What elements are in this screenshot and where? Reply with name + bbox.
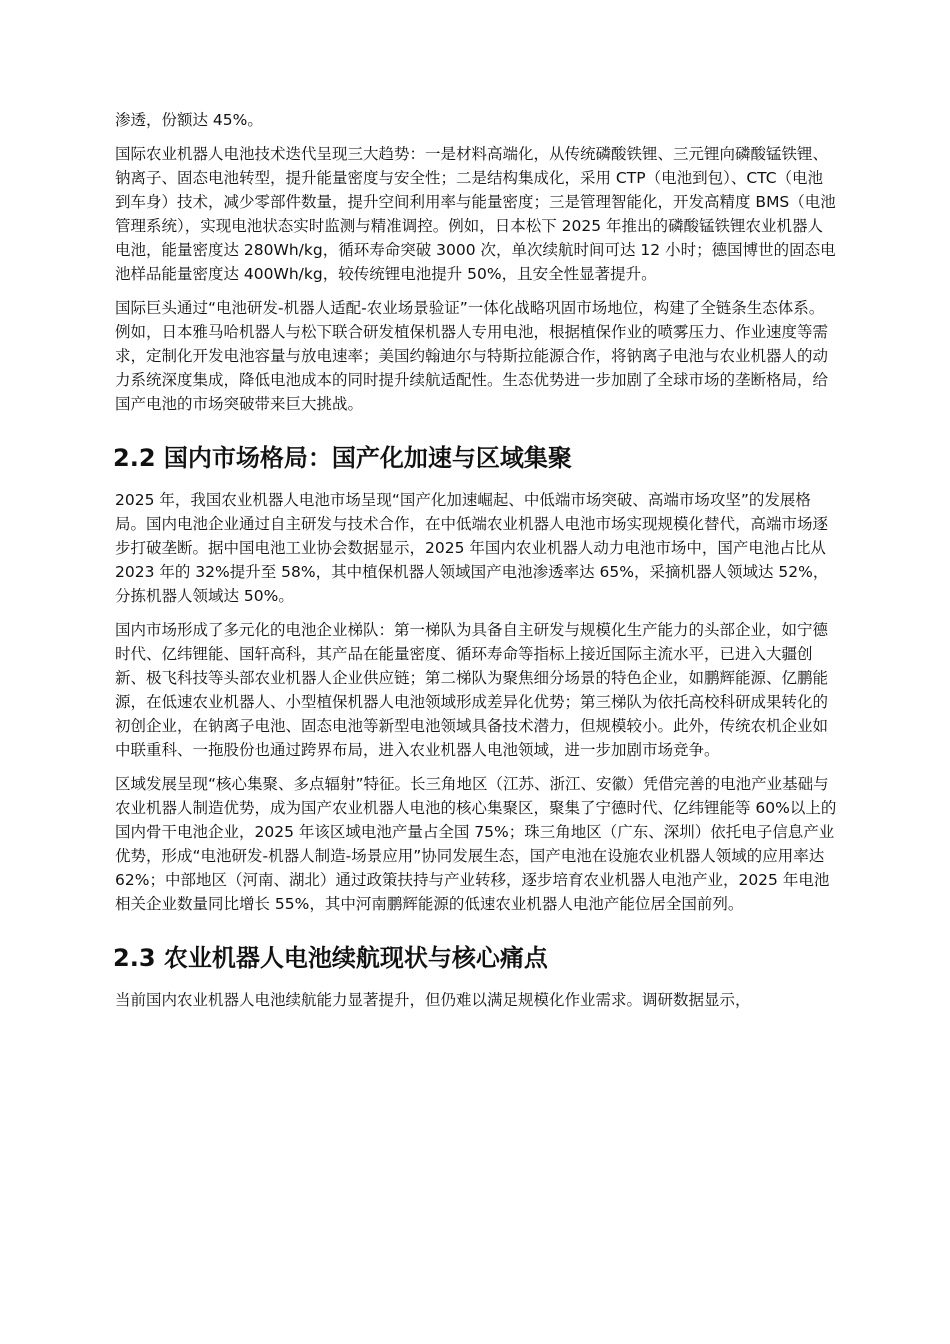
- paragraph: 当前国内农业机器人电池续航能力显著提升，但仍难以满足规模化作业需求。调研数据显示，: [115, 991, 751, 1009]
- paragraph: 国际农业机器人电池技术迭代呈现三大趋势：一是材料高端化，从传统磷酸铁锂、三元锂向磷酸锰铁锂、钠离子、固态电池转型，提升能量密度与安全性；二是结构集成化，采用 CTP（电池到包）、CTC（电池到车身）技术，减少零部件数量，提升空间利用率与能量密度；三是管理智能化，开发高精度 BMS（电池管理系统），实现电池状态实时监测与精准调控。例如，日本松下 2025 年推出的磷酸锰铁锂农业机器人电池，能量密度达 280Wh/kg，循环寿命突破 3000 次，单次续航时间可达 12 小时；德国博世的固态电池样品能量密度达 400Wh/kg，较传统锂电池提升 50%，且安全性显著提升。: [115, 145, 836, 283]
- paragraph: 渗透，份额达 45%。: [115, 111, 263, 129]
- paragraph: 2025 年，我国农业机器人电池市场呈现“国产化加速崛起、中低端市场突破、高端市场攻坚”的发展格局。国内电池企业通过自主研发与技术合作，在中低端农业机器人电池市场实现规模化替代，高端市场逐步打破垄断。据中国电池工业协会数据显示，2025 年国内农业机器人动力电池市场中，国产电池占比从 2023 年的 32%提升至 58%，其中植保机器人领域国产电池渗透率达 65%，采摘机器人领域达 52%，分拣机器人领域达 50%。: [115, 491, 829, 605]
- paragraph: 国内市场形成了多元化的电池企业梯队：第一梯队为具备自主研发与规模化生产能力的头部企业，如宁德时代、亿纬锂能、国轩高科，其产品在能量密度、循环寿命等指标上接近国际主流水平，已进入大疆创新、极飞科技等头部农业机器人企业供应链；第二梯队为聚焦细分场景的特色企业，如鹏辉能源、亿鹏能源，在低速农业机器人、小型植保机器人电池领域形成差异化优势；第三梯队为依托高校科研成果转化的初创企业，在钠离子电池、固态电池等新型电池领域具备技术潜力，但规模较小。此外，传统农机企业如中联重科、一拖股份也通过跨界布局，进入农业机器人电池领域，进一步加剧市场竞争。: [115, 621, 829, 759]
- section-heading-2-2: 2.2 国内市场格局：国产化加速与区域集聚: [113, 444, 572, 472]
- paragraph: 国际巨头通过“电池研发-机器人适配-农业场景验证”一体化战略巩固市场地位，构建了全链条生态体系。例如，日本雅马哈机器人与松下联合研发植保机器人专用电池，根据植保作业的喷雾压力、作业速度等需求，定制化开发电池容量与放电速率；美国约翰迪尔与特斯拉能源合作，将钠离子电池与农业机器人的动力系统深度集成，降低电池成本的同时提升续航适配性。生态优势进一步加剧了全球市场的垄断格局，给国产电池的市场突破带来巨大挑战。: [115, 299, 829, 413]
- section-heading-2-3: 2.3 农业机器人电池续航现状与核心痛点: [113, 944, 548, 972]
- document-page: [115, 108, 837, 1022]
- paragraph: 区域发展呈现“核心集聚、多点辐射”特征。长三角地区（江苏、浙江、安徽）凭借完善的电池产业基础与农业机器人制造优势，成为国产农业机器人电池的核心集聚区，聚集了宁德时代、亿纬锂能等 60%以上的国内骨干电池企业，2025 年该区域电池产量占全国 75%；珠三角地区（广东、深圳）依托电子信息产业优势，形成“电池研发-机器人制造-场景应用”协同发展生态，国产电池在设施农业机器人领域的应用率达 62%；中部地区（河南、湖北）通过政策扶持与产业转移，逐步培育农业机器人电池产业，2025 年电池相关企业数量同比增长 55%，其中河南鹏辉能源的低速农业机器人电池产能位居全国前列。: [115, 775, 837, 913]
